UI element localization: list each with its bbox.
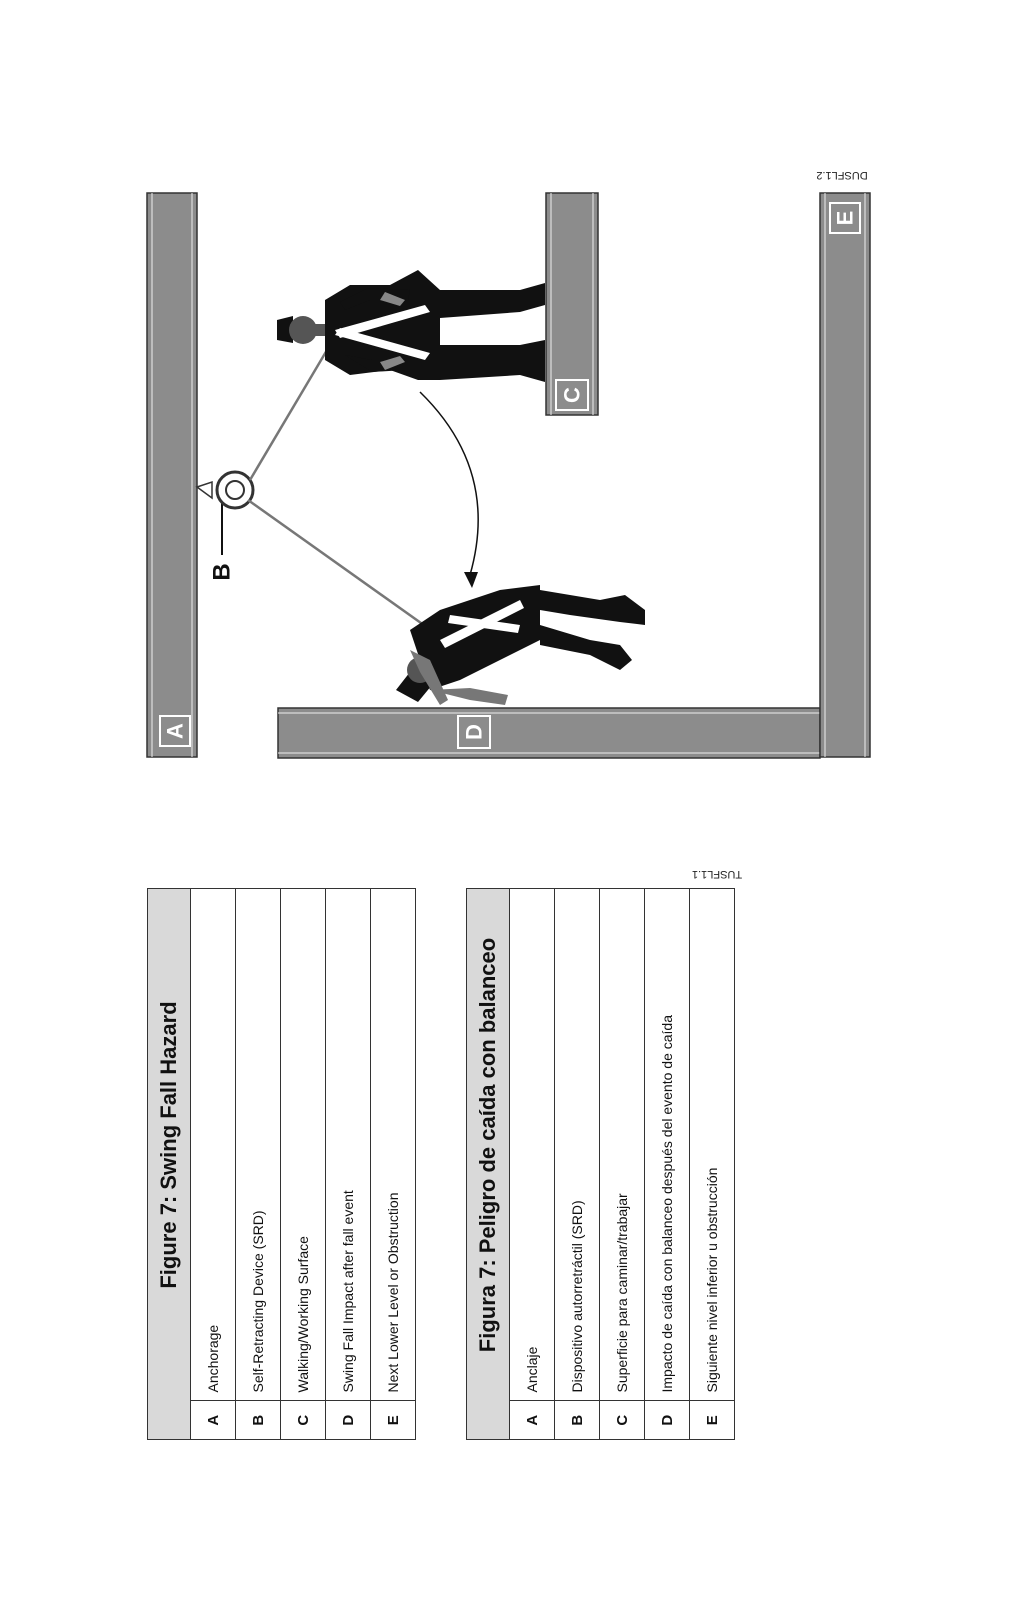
diagram-code: DUSFL1.2 bbox=[816, 169, 868, 181]
row-key: A bbox=[510, 1401, 555, 1440]
row-key: B bbox=[236, 1401, 281, 1440]
label-b: B bbox=[208, 563, 236, 581]
row-text: Self-Retracting Device (SRD) bbox=[236, 889, 281, 1402]
row-key: D bbox=[645, 1401, 690, 1440]
table-es-title-spacer bbox=[467, 1401, 510, 1440]
table-row bbox=[281, 889, 326, 1440]
swing-arrow bbox=[420, 392, 478, 588]
row-text: Anchorage bbox=[191, 889, 236, 1402]
anchorage-beam bbox=[147, 193, 197, 757]
row-text: Impacto de caída con balanceo después del evento de caída bbox=[645, 889, 690, 1402]
label-c: C bbox=[559, 387, 585, 403]
row-text: Walking/Working Surface bbox=[281, 889, 326, 1402]
row-key: C bbox=[600, 1401, 645, 1440]
table-en-title-spacer bbox=[148, 1401, 191, 1440]
legend-table-en bbox=[147, 888, 416, 1440]
row-text: Anclaje bbox=[510, 889, 555, 1402]
table-row bbox=[326, 889, 371, 1440]
table-row bbox=[191, 889, 236, 1440]
row-key: C bbox=[281, 1401, 326, 1440]
row-text: Superficie para caminar/trabajar bbox=[600, 889, 645, 1402]
label-box-d bbox=[458, 716, 490, 748]
legend-table-es bbox=[466, 888, 735, 1440]
label-box-e bbox=[830, 203, 860, 233]
table-row bbox=[600, 889, 645, 1440]
label-a: A bbox=[162, 723, 188, 739]
row-key: A bbox=[191, 1401, 236, 1440]
table-row bbox=[690, 889, 735, 1440]
table-row bbox=[236, 889, 281, 1440]
row-text: Next Lower Level or Obstruction bbox=[371, 889, 416, 1402]
table-en-title: Figure 7: Swing Fall Hazard bbox=[148, 889, 191, 1402]
label-e: E bbox=[832, 210, 858, 226]
row-key: B bbox=[555, 1401, 600, 1440]
label-box-c bbox=[556, 380, 588, 410]
srd-device-icon bbox=[197, 472, 253, 508]
row-text: Siguiente nivel inferior u obstrucción bbox=[690, 889, 735, 1402]
table-row bbox=[645, 889, 690, 1440]
label-box-a bbox=[160, 716, 190, 746]
row-key: D bbox=[326, 1401, 371, 1440]
lifeline-to-standing-worker bbox=[250, 345, 330, 480]
row-text: Dispositivo autorretráctil (SRD) bbox=[555, 889, 600, 1402]
label-d: D bbox=[461, 724, 487, 740]
row-key: E bbox=[690, 1401, 735, 1440]
table-row bbox=[371, 889, 416, 1440]
impact-wall bbox=[278, 708, 820, 758]
row-key: E bbox=[371, 1401, 416, 1440]
row-text: Swing Fall Impact after fall event bbox=[326, 889, 371, 1402]
table-code: TUSFL1.1 bbox=[692, 868, 743, 880]
lower-level bbox=[820, 193, 870, 757]
fallen-worker-icon bbox=[396, 585, 645, 705]
table-row bbox=[555, 889, 600, 1440]
lifeline-to-fallen-worker bbox=[248, 500, 428, 628]
table-es-title: Figura 7: Peligro de caída con balanceo bbox=[467, 889, 510, 1402]
table-row bbox=[510, 889, 555, 1440]
